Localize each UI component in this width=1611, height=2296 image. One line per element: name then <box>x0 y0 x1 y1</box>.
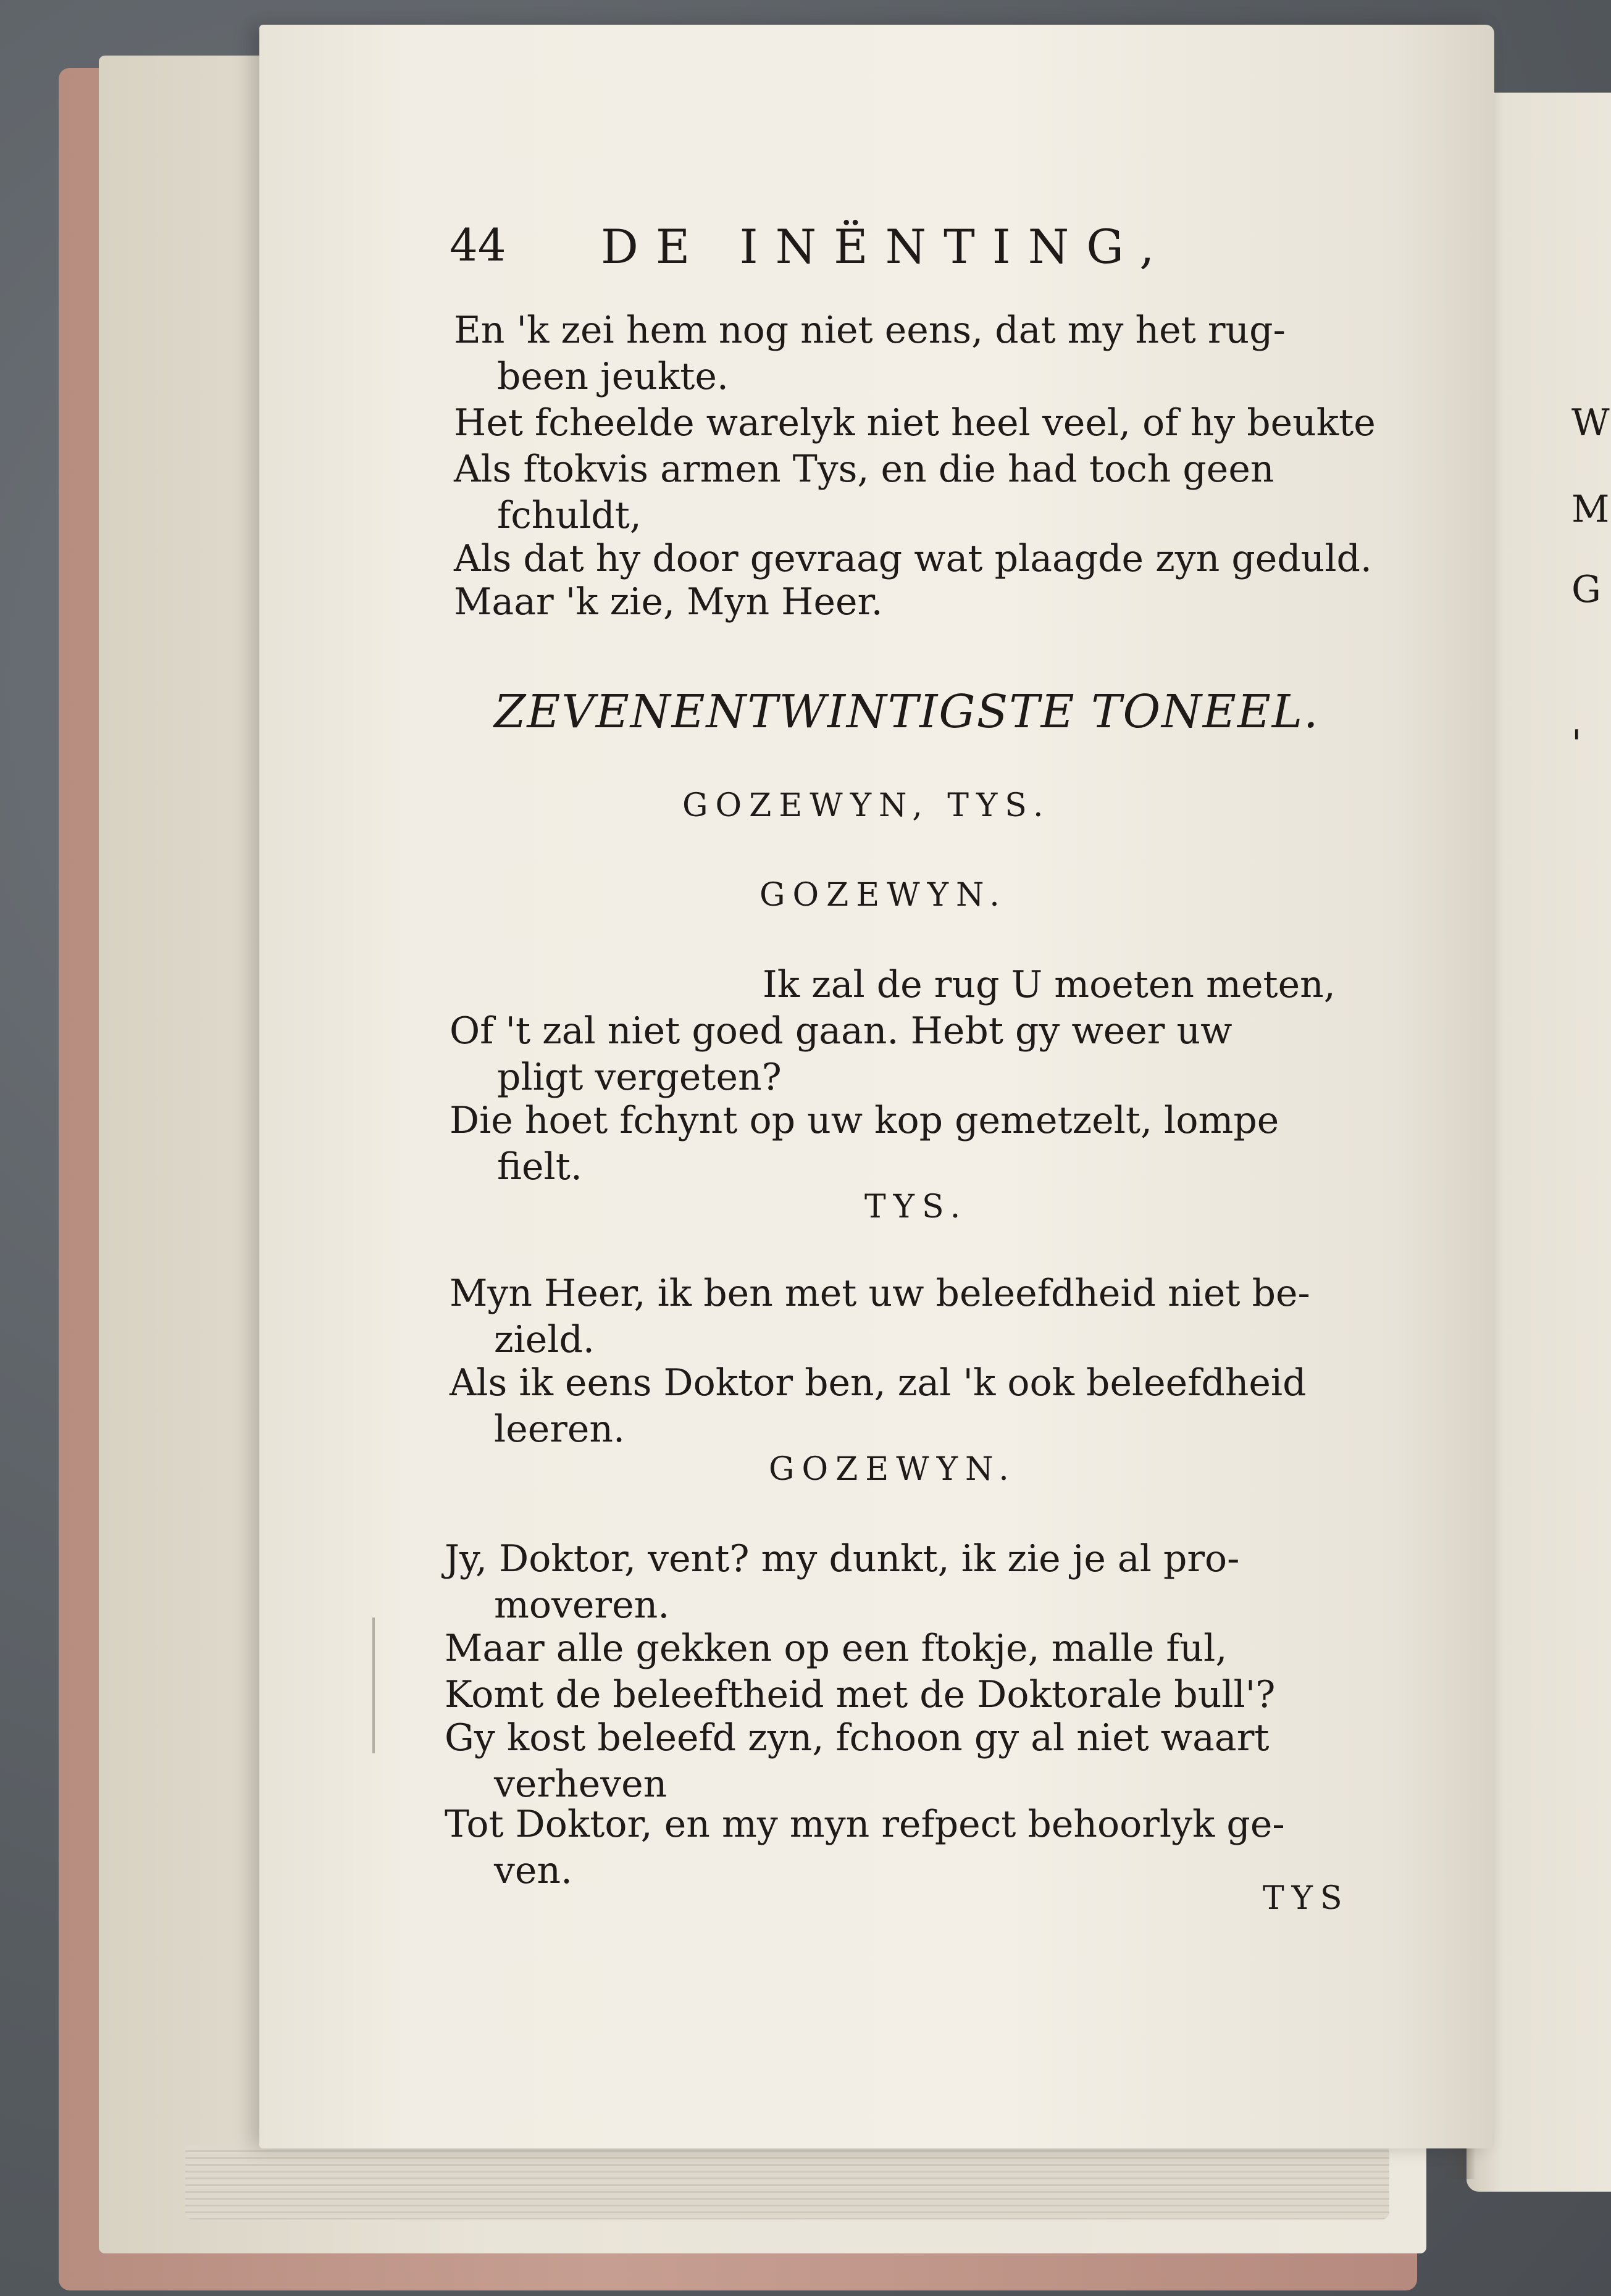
verse-line: Die hoet fchynt op uw kop gemetzelt, lompe <box>450 1099 1279 1142</box>
facing-letter: G <box>1571 568 1601 611</box>
verse-line: zield. <box>494 1318 595 1361</box>
verse-line: Gy kost beleefd zyn, fchoon gy al niet waart <box>445 1716 1270 1760</box>
page-number: 44 <box>450 219 506 271</box>
verse-line: pligt vergeten? <box>497 1056 782 1099</box>
verse-line: Komt de beleeftheid met de Doktorale bull'? <box>445 1673 1276 1716</box>
verse-line: Maar 'k zie, Myn Heer. <box>454 580 883 624</box>
verse-line: fchuldt, <box>497 494 642 537</box>
verse-line: been jeukte. <box>497 355 729 398</box>
verse-line: Maar alle gekken op een ftokje, malle ful, <box>445 1627 1228 1670</box>
page-edges <box>185 2145 1389 2219</box>
verse-line: ven. <box>494 1849 573 1892</box>
page-header <box>450 219 1252 281</box>
facing-letter: W <box>1571 401 1610 445</box>
verse-line: Jy, Doktor, vent? my dunkt, ik zie je al pro- <box>445 1537 1240 1580</box>
verse-line: En 'k zei hem nog niet eens, dat my het rug- <box>454 309 1286 352</box>
verse-line: Ik zal de rug U moeten meten, <box>763 963 1336 1006</box>
speaker-name: GOZEWYN. <box>769 1451 1016 1488</box>
verse-line: Of 't zal niet goed gaan. Hebt gy weer uw <box>450 1009 1232 1053</box>
speaker-name: GOZEWYN. <box>759 877 1007 914</box>
verse-line: moveren. <box>494 1584 670 1627</box>
verse-line: Als dat hy door gevraag wat plaagde zyn geduld. <box>454 537 1372 580</box>
verse-line: Als ik eens Doktor ben, zal 'k ook beleefdheid <box>450 1361 1307 1405</box>
facing-letter: M <box>1571 488 1610 531</box>
pencil-mark <box>372 1618 375 1753</box>
verse-line: leeren. <box>494 1408 626 1451</box>
verse-line: verheven <box>494 1763 667 1806</box>
running-head: DE INËNTING, <box>601 219 1172 274</box>
verse-line: Tot Doktor, en my myn refpect behoorlyk ge- <box>445 1803 1285 1846</box>
scene-title: ZEVENENTWINTIGSTE TONEEL. <box>494 685 1320 738</box>
facing-letter: ' <box>1571 722 1582 766</box>
catch-word: TYS <box>1263 1880 1350 1917</box>
verse-line: Het fcheelde warelyk niet heel veel, of hy beukte <box>454 401 1376 445</box>
verse-line: Myn Heer, ik ben met uw beleefdheid niet be- <box>450 1272 1310 1315</box>
cast-line: GOZEWYN, TYS. <box>682 787 1051 824</box>
verse-line: Als ftokvis armen Tys, en die had toch geen <box>454 448 1274 491</box>
speaker-name: TYS. <box>864 1188 968 1225</box>
verse-line: fielt. <box>497 1145 582 1188</box>
